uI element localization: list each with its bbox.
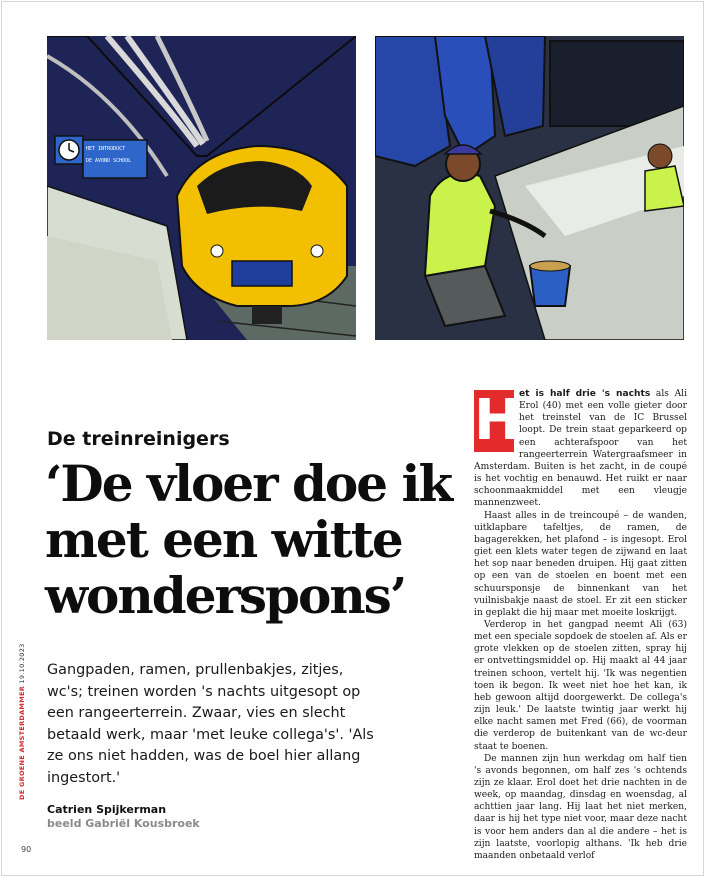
article-headline: ‘De vloer doe ik met een witte wonderspons’: [45, 454, 452, 625]
image-credit: beeld Gabriël Kousbroek: [47, 817, 200, 830]
publication-side-label: [18, 643, 26, 800]
body-paragraph: Verderop in het gangpad neemt Ali (63) met een speciale sopdoek de stoelen af. Als er grote vlekken op de stoelen zitten, spray hij er ontvettingsmiddel op. Hij maakt al 44 jaar treinen schoon, vertelt hij. 'Ik was negentien toen ik begon. Ik weet niet hoe het kan, ik heb gewoon altijd doorgewerkt. De collega's zijn leuk.' De laatste twintig jaar werkt hij elke nacht samen met Fred (66), de voorman die verderop de buitenkant van de wc-deur staat te boenen.: [474, 619, 687, 752]
byline: [47, 803, 200, 831]
article-intro: Gangpaden, ramen, prullenbakjes, zitjes, wc's; treinen worden 's nachts uitgesopt op een rangeerterrein. Zwaar, vies en slecht betaald werk, maar 'met leuke collega's'. 'Als ze ons niet hadden, was de boel hier allang ingestort.': [47, 662, 374, 786]
cleaner-carriage-illustration: [375, 36, 684, 340]
body-paragraph-text: als Ali Erol (40) met een volle gieter door het treinstel van de IC Brussel loopt. De trein staat geparkeerd op een achterafspoor van het rangeerterrein Watergraafsmeer in Amsterdam. Buiten is het zacht, in de coupé is het vochtig en benauwd. Het ruikt er naar schoonmaakmiddel met een vleugje mannenzweet.: [474, 389, 687, 509]
drop-cap: H: [474, 388, 521, 453]
article-kicker: De treinreinigers: [47, 428, 230, 450]
publication-date: 19.10.2023: [18, 643, 26, 684]
body-paragraph: [474, 388, 687, 510]
page-number: 90: [21, 845, 32, 854]
body-paragraph: De mannen zijn hun werkdag om half tien 's avonds begonnen, om half zes 's ochtends zijn ze klaar. Erol doet het drie nachten in de week, op maandag, dinsdag en woensdag, al achttien jaar lang. Hij laat het niet merken, daar is hij het type niet voor, maar deze nacht is voor hem anders dan al die andere – het is zijn laatste, voorlopig althans. 'Ik heb drie maanden onbetaald verlof: [474, 753, 687, 861]
article-body: [474, 388, 687, 862]
body-paragraph: Haast alles in de treincoupé – de wanden, uitklapbare tafeltjes, de ramen, de bagagerekken, het plafond – is ingesopt. Erol giet een klets water tegen de zijwand en laat het sop naar beneden druipen. Hij gaat zitten op een van de stoelen en boent met een schuursponsje de binnenkant van het vuilnisbakje naast de stoel. Er zit een sticker in geplakt die hij maar met moeite loskrijgt.: [474, 510, 687, 618]
lead-in: et is half drie 's nachts: [519, 389, 651, 399]
author-name: Catrien Spijkerman: [47, 803, 167, 816]
publication-brand: DE GROENE AMSTERDAMMER: [18, 685, 26, 800]
station-sign-text: [86, 143, 146, 167]
train-platform-illustration: [47, 36, 356, 340]
station-sign-line1: HET INTRODUCT: [86, 146, 126, 152]
station-sign-line2: DE AVOND SCHOOL: [86, 158, 132, 164]
